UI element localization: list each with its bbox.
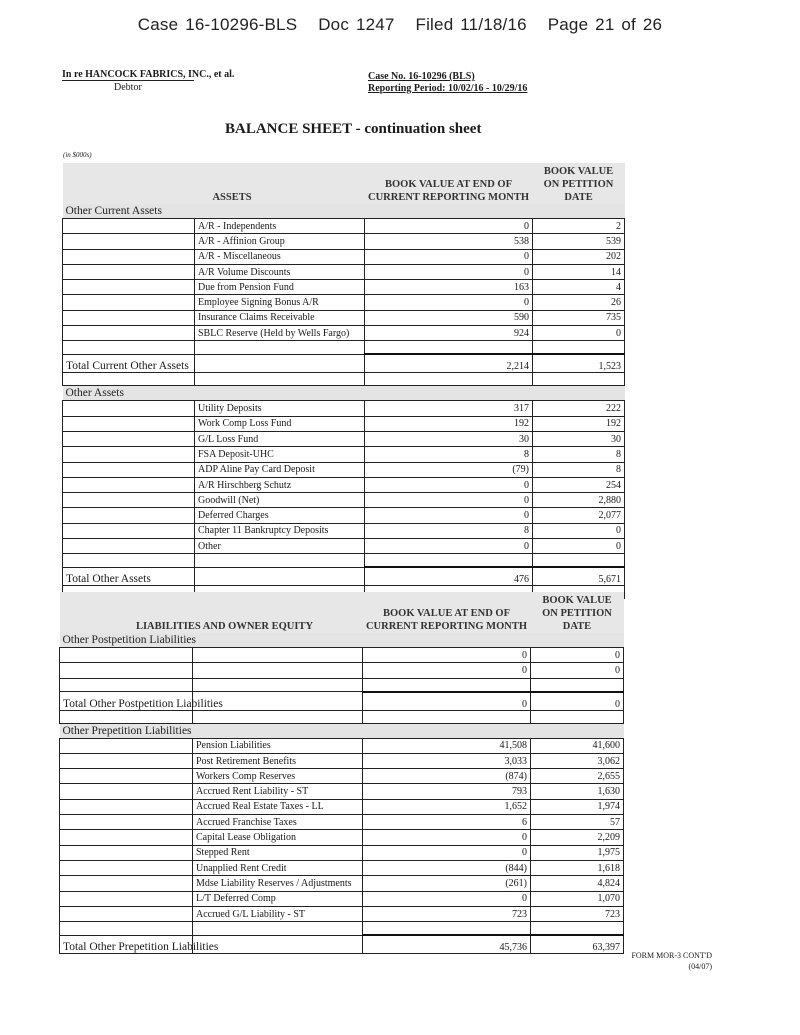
blank-row [60, 678, 624, 692]
row-spacer [63, 295, 195, 310]
row-label: A/R Volume Discounts [195, 264, 365, 279]
row-spacer [63, 326, 195, 341]
case-number-stamp: Case 16-10296-BLS [137, 15, 298, 34]
section-other-assets [63, 386, 625, 401]
row-petition-value: 1,975 [531, 845, 624, 860]
row-spacer [63, 264, 195, 279]
row-current-value: 0 [365, 219, 533, 234]
row-petition-value: 57 [531, 815, 624, 830]
row-petition-value: 2,077 [533, 508, 625, 523]
row-current-value: 0 [363, 891, 531, 906]
row-petition-value: 2,209 [531, 830, 624, 845]
total-other-postpetition-row [60, 692, 624, 711]
row-current-value: 0 [365, 249, 533, 264]
page-number-stamp: Page 21 of 26 [547, 15, 663, 34]
row-label: ADP Aline Pay Card Deposit [195, 462, 365, 477]
other-prepetition-rows [60, 738, 624, 922]
row-petition-value: 26 [533, 295, 625, 310]
row-spacer [63, 508, 195, 523]
total-petition-value: 0 [531, 692, 624, 711]
row-spacer [60, 663, 193, 678]
debtor-block [62, 69, 234, 93]
doc-number-stamp: Doc 1247 [318, 15, 395, 34]
row-petition-value: 4 [533, 280, 625, 295]
total-label: Total Current Other Assets [63, 354, 195, 373]
table-row [63, 431, 625, 446]
table-row [63, 539, 625, 554]
total-other-prepetition-row [60, 935, 624, 954]
row-current-value: 0 [363, 663, 531, 678]
row-petition-value: 0 [533, 326, 625, 341]
row-label: Employee Signing Bonus A/R [195, 295, 365, 310]
assets-column-header-row [63, 163, 625, 204]
case-block [368, 71, 527, 95]
table-row [63, 280, 625, 295]
row-current-value: 793 [363, 784, 531, 799]
row-current-value: 0 [365, 477, 533, 492]
form-revision: (04/07) [688, 962, 712, 971]
row-petition-value: 2,655 [531, 769, 624, 784]
row-label: Other [195, 539, 365, 554]
row-petition-value: 1,070 [531, 891, 624, 906]
row-label: SBLC Reserve (Held by Wells Fargo) [195, 326, 365, 341]
table-row [63, 264, 625, 279]
row-spacer [63, 249, 195, 264]
liabilities-heading: LIABILITIES AND OWNER EQUITY [60, 592, 363, 633]
table-row [63, 447, 625, 462]
row-current-value: 163 [365, 280, 533, 295]
row-spacer [63, 447, 195, 462]
case-number: Case No. 16-10296 (BLS) [368, 71, 475, 82]
blank-row [63, 341, 625, 355]
form-number: FORM MOR-3 CONT'D [631, 951, 712, 960]
section-other-prepetition-liabilities [60, 723, 624, 738]
row-petition-value: 723 [531, 906, 624, 921]
row-label: Mdse Liability Reserves / Adjustments [193, 876, 363, 891]
total-label: Total Other Assets [63, 567, 195, 586]
table-row [60, 845, 624, 860]
row-spacer [60, 738, 193, 753]
row-spacer [63, 401, 195, 416]
table-row [60, 769, 624, 784]
row-current-value: 590 [365, 310, 533, 325]
total-label: Total Other Prepetition Liabilities [60, 935, 193, 954]
row-current-value: (874) [363, 769, 531, 784]
row-petition-value: 202 [533, 249, 625, 264]
section-label: Other Assets [63, 386, 365, 401]
row-petition-value: 1,974 [531, 799, 624, 814]
table-row [63, 462, 625, 477]
row-label: Chapter 11 Bankruptcy Deposits [195, 523, 365, 538]
row-current-value: (79) [365, 462, 533, 477]
table-row [60, 663, 624, 678]
row-spacer [60, 815, 193, 830]
col-current-header: BOOK VALUE AT END OF CURRENT REPORTING MONTH [363, 592, 531, 633]
page-title: BALANCE SHEET - continuation sheet [225, 121, 482, 137]
other-assets-rows [63, 401, 625, 554]
row-spacer [63, 462, 195, 477]
row-current-value: 0 [365, 264, 533, 279]
table-row [60, 876, 624, 891]
table-row [63, 477, 625, 492]
row-label: Pension Liabilities [193, 738, 363, 753]
row-petition-value: 8 [533, 447, 625, 462]
table-row [63, 493, 625, 508]
table-row [63, 416, 625, 431]
row-spacer [63, 416, 195, 431]
units-note: (in $000s) [63, 151, 92, 159]
row-spacer [60, 799, 193, 814]
row-label: Accrued Franchise Taxes [193, 815, 363, 830]
row-spacer [63, 219, 195, 234]
row-label: Accrued Real Estate Taxes - LL [193, 799, 363, 814]
row-label: A/R Hirschberg Schutz [195, 477, 365, 492]
row-petition-value: 8 [533, 462, 625, 477]
row-label: Accrued Rent Liability - ST [193, 784, 363, 799]
total-petition-value: 5,671 [533, 567, 625, 586]
assets-table [62, 163, 625, 599]
total-label: Total Other Postpetition Liabilities [60, 692, 193, 711]
row-label [193, 663, 363, 678]
row-label: FSA Deposit-UHC [195, 447, 365, 462]
row-spacer [63, 493, 195, 508]
row-petition-value: 1,618 [531, 860, 624, 875]
row-current-value: 1,652 [363, 799, 531, 814]
row-petition-value: 1,630 [531, 784, 624, 799]
table-row [63, 508, 625, 523]
debtor-name: In re HANCOCK FABRICS, INC., et al. [62, 69, 235, 80]
table-row [60, 784, 624, 799]
row-petition-value: 30 [533, 431, 625, 446]
row-spacer [60, 906, 193, 921]
row-current-value: 30 [365, 431, 533, 446]
row-current-value: 0 [363, 830, 531, 845]
row-current-value: 3,033 [363, 753, 531, 768]
row-spacer [63, 280, 195, 295]
col-petition-header: BOOK VALUE ON PETITION DATE [531, 592, 624, 633]
table-row [60, 830, 624, 845]
row-current-value: 538 [365, 234, 533, 249]
table-row [63, 219, 625, 234]
debtor-underline [62, 80, 194, 81]
row-label: Post Retirement Benefits [193, 753, 363, 768]
total-current-value: 0 [363, 692, 531, 711]
blank-row [60, 922, 624, 936]
row-spacer [60, 769, 193, 784]
row-label: Due from Pension Fund [195, 280, 365, 295]
row-spacer [63, 539, 195, 554]
row-petition-value: 4,824 [531, 876, 624, 891]
table-row [63, 310, 625, 325]
row-spacer [63, 523, 195, 538]
total-current-value: 2,214 [365, 354, 533, 373]
row-spacer [60, 845, 193, 860]
other-current-assets-rows [63, 219, 625, 341]
row-petition-value: 192 [533, 416, 625, 431]
row-spacer [63, 477, 195, 492]
section-label: Other Current Assets [63, 204, 365, 219]
row-petition-value: 2 [533, 219, 625, 234]
row-label: Accrued G/L Liability - ST [193, 906, 363, 921]
row-current-value: 8 [365, 447, 533, 462]
table-row [60, 753, 624, 768]
row-spacer [60, 648, 193, 663]
table-row [63, 234, 625, 249]
row-label: Utility Deposits [195, 401, 365, 416]
row-current-value: 0 [365, 493, 533, 508]
row-label: Insurance Claims Receivable [195, 310, 365, 325]
row-current-value: 0 [365, 539, 533, 554]
table-row [60, 799, 624, 814]
section-other-postpetition-liabilities [60, 633, 624, 648]
row-petition-value: 2,880 [533, 493, 625, 508]
col-petition-header: BOOK VALUE ON PETITION DATE [533, 163, 625, 204]
court-filing-header [0, 15, 800, 35]
row-label: Deferred Charges [195, 508, 365, 523]
total-petition-value: 1,523 [533, 354, 625, 373]
row-petition-value: 0 [531, 663, 624, 678]
row-petition-value: 14 [533, 264, 625, 279]
filed-date-stamp: Filed 11/18/16 [415, 15, 527, 34]
row-current-value: 924 [365, 326, 533, 341]
row-current-value: 192 [365, 416, 533, 431]
row-petition-value: 539 [533, 234, 625, 249]
reporting-period: Reporting Period: 10/02/16 - 10/29/16 [368, 83, 528, 94]
total-other-assets-row [63, 567, 625, 586]
row-spacer [60, 784, 193, 799]
row-current-value: 41,508 [363, 738, 531, 753]
total-current-value: 476 [365, 567, 533, 586]
row-spacer [60, 830, 193, 845]
table-row [63, 249, 625, 264]
row-current-value: 723 [363, 906, 531, 921]
row-petition-value: 0 [533, 539, 625, 554]
row-spacer [60, 891, 193, 906]
row-current-value: 6 [363, 815, 531, 830]
row-petition-value: 254 [533, 477, 625, 492]
row-label: A/R - Affinion Group [195, 234, 365, 249]
table-row [60, 648, 624, 663]
form-identifier [622, 950, 712, 972]
row-spacer [63, 310, 195, 325]
blank-row [63, 554, 625, 568]
row-label: Capital Lease Obligation [193, 830, 363, 845]
row-label: A/R - Independents [195, 219, 365, 234]
liabilities-table [59, 592, 624, 954]
row-label: L/T Deferred Comp [193, 891, 363, 906]
blank-row [63, 373, 625, 386]
total-current-other-assets-row [63, 354, 625, 373]
row-petition-value: 0 [531, 648, 624, 663]
row-label: G/L Loss Fund [195, 431, 365, 446]
other-postpetition-rows [60, 648, 624, 679]
row-current-value: 0 [365, 295, 533, 310]
row-current-value: (844) [363, 860, 531, 875]
blank-row [60, 710, 624, 723]
table-row [60, 891, 624, 906]
liabilities-column-header-row [60, 592, 624, 633]
row-label: Unapplied Rent Credit [193, 860, 363, 875]
table-row [63, 326, 625, 341]
total-current-value: 45,736 [363, 935, 531, 954]
row-spacer [60, 876, 193, 891]
col-current-header: BOOK VALUE AT END OF CURRENT REPORTING MONTH [365, 163, 533, 204]
row-label: Workers Comp Reserves [193, 769, 363, 784]
row-spacer [60, 860, 193, 875]
table-row [63, 295, 625, 310]
row-petition-value: 0 [533, 523, 625, 538]
row-spacer [60, 753, 193, 768]
row-petition-value: 41,600 [531, 738, 624, 753]
table-row [60, 860, 624, 875]
row-label: Stepped Rent [193, 845, 363, 860]
row-label: Work Comp Loss Fund [195, 416, 365, 431]
table-row [63, 401, 625, 416]
assets-heading: ASSETS [63, 163, 365, 204]
section-label: Other Postpetition Liabilities [60, 633, 363, 648]
row-current-value: (261) [363, 876, 531, 891]
row-petition-value: 735 [533, 310, 625, 325]
table-row [63, 523, 625, 538]
section-other-current-assets [63, 204, 625, 219]
row-petition-value: 3,062 [531, 753, 624, 768]
row-spacer [63, 431, 195, 446]
row-label: A/R - Miscellaneous [195, 249, 365, 264]
table-row [60, 815, 624, 830]
debtor-label: Debtor [114, 82, 142, 93]
row-spacer [63, 234, 195, 249]
table-row [60, 906, 624, 921]
row-current-value: 8 [365, 523, 533, 538]
row-current-value: 0 [363, 845, 531, 860]
row-current-value: 317 [365, 401, 533, 416]
section-label: Other Prepetition Liabilities [60, 723, 363, 738]
row-current-value: 0 [365, 508, 533, 523]
row-label: Goodwill (Net) [195, 493, 365, 508]
total-petition-value: 63,397 [531, 935, 624, 954]
row-label [193, 648, 363, 663]
row-petition-value: 222 [533, 401, 625, 416]
row-current-value: 0 [363, 648, 531, 663]
table-row [60, 738, 624, 753]
